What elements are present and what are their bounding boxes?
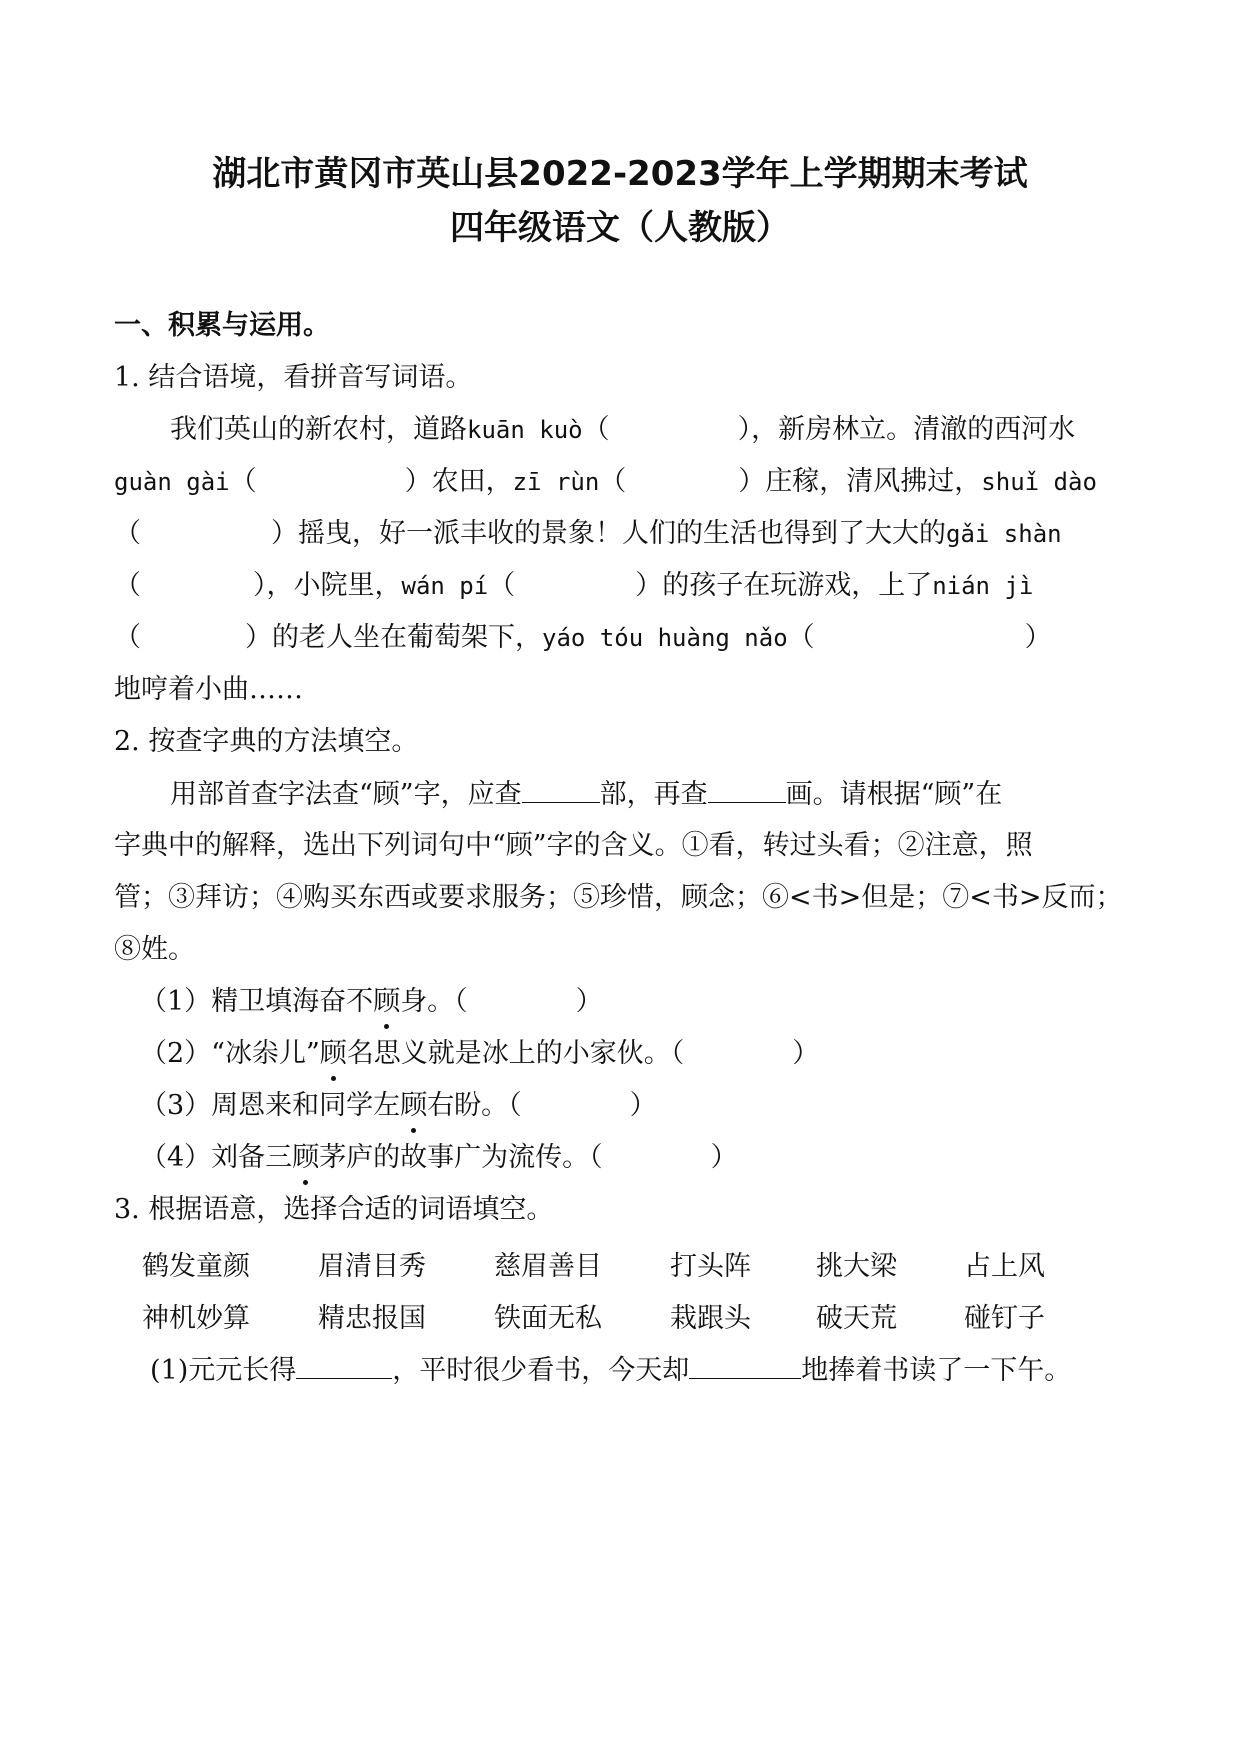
q3-text: 地捧着书读了一下午。	[801, 1355, 1072, 1386]
word-option: 神机妙算	[142, 1303, 250, 1334]
pinyin-nianji: nián jì	[932, 572, 1034, 600]
pinyin-zirun: zī rùn	[512, 468, 600, 496]
q1-text: ）摇曳，好一派丰收的景象！人们的生活也得到了大大的	[271, 518, 946, 549]
pinyin-kuankuo: kuān kuò	[467, 416, 583, 444]
q2-item-text[interactable]: 名思义就是冰上的小家伙。（ ）	[346, 1038, 820, 1069]
q1-line-3: （ ）摇曳，好一派丰收的景象！人们的生活也得到了大大的gǎi shàn	[114, 518, 1062, 549]
word-option: 栽跟头	[670, 1303, 751, 1334]
word-option: 铁面无私	[494, 1303, 602, 1334]
q1-text: ），新房林立。清澈的西河水	[737, 414, 1076, 445]
q1-text: ）农田，	[404, 466, 513, 497]
q2-text: 用部首查字法查“顾”字，应查	[170, 779, 522, 810]
q2-item-text[interactable]: 身。（ ）	[400, 986, 603, 1017]
q2-item-1	[140, 984, 603, 1020]
answer-blank[interactable]	[689, 1352, 801, 1379]
q1-text: ），小院里，	[253, 570, 402, 601]
q1-line-6: 地哼着小曲……	[114, 674, 303, 705]
q2-item-2	[140, 1036, 819, 1072]
q3-text: (1)元元长得	[150, 1355, 297, 1386]
q1-text: ）的老人坐在葡萄架下，	[245, 622, 542, 653]
radical-blank[interactable]	[522, 776, 600, 803]
q2-item-text[interactable]: 右盼。（ ）	[427, 1090, 657, 1121]
q1-text: ）的孩子在玩游戏，上了	[635, 570, 933, 601]
q1-line-4: （ ），小院里，wán pí（ ）的孩子在玩游戏，上了nián jì	[114, 570, 1034, 601]
emphasized-char: 顾	[400, 1088, 427, 1124]
pinyin-wanpi: wán pí	[401, 572, 489, 600]
word-option: 精忠报国	[318, 1303, 426, 1334]
q3-text: ，平时很少看书，今天却	[392, 1355, 690, 1386]
q1-line-5: （ ）的老人坐在葡萄架下，yáo tóu huàng nǎo（ ）	[114, 622, 1052, 653]
word-option: 挑大梁	[816, 1251, 897, 1282]
word-option: 打头阵	[670, 1251, 751, 1282]
q2-item-4	[140, 1140, 738, 1176]
pinyin-shuidao: shuǐ dào	[981, 468, 1097, 496]
word-option: 碰钉子	[964, 1303, 1045, 1334]
word-option: 占上风	[964, 1251, 1045, 1282]
q2-line-3: 管；③拜访；④购买东西或要求服务；⑤珍惜，顾念；⑥<书>但是；⑦<书>反而；	[114, 882, 1123, 913]
q2-item-text[interactable]: 茅庐的故事广为流传。（ ）	[319, 1142, 738, 1173]
question-3-prompt: 3. 根据语意，选择合适的词语填空。	[114, 1194, 554, 1225]
emphasized-char: 顾	[373, 984, 400, 1020]
q1-text: ）庄稼，清风拂过，	[738, 466, 982, 497]
word-option: 眉清目秀	[318, 1251, 426, 1282]
word-option: 慈眉善目	[494, 1251, 602, 1282]
q2-item-text: （2）“冰尜儿”	[140, 1038, 320, 1069]
q2-line-2: 字典中的解释，选出下列词句中“顾”字的含义。①看，转过头看；②注意，照	[114, 830, 1033, 861]
q2-item-3	[140, 1088, 657, 1124]
emphasized-char: 顾	[292, 1140, 319, 1176]
pinyin-gaishan: gǎi shàn	[946, 520, 1062, 548]
q2-text: 部，再查	[599, 779, 708, 810]
word-option: 破天荒	[816, 1303, 897, 1334]
q2-line-1	[170, 776, 1002, 813]
section-heading: 一、积累与运用。	[114, 310, 330, 341]
q2-item-text: （3）周恩来和同学左	[140, 1090, 401, 1121]
pinyin-guangai: guàn gài	[114, 468, 230, 496]
q2-item-text: （4）刘备三	[140, 1142, 293, 1173]
q2-text: 画。请根据“顾”在	[785, 779, 1003, 810]
question-1-prompt: 1. 结合语境，看拼音写词语。	[114, 362, 473, 393]
q1-text: 我们英山的新农村，道路	[170, 414, 467, 445]
exam-title: 湖北市黄冈市英山县2022-2023学年上学期期末考试	[212, 154, 1028, 194]
q2-line-4: ⑧姓。	[114, 934, 195, 965]
answer-blank[interactable]	[296, 1352, 392, 1379]
q2-item-text: （1）精卫填海奋不	[140, 986, 374, 1017]
q3-sentence-1	[150, 1352, 1071, 1389]
strokes-blank[interactable]	[708, 776, 786, 803]
exam-subtitle: 四年级语文（人教版）	[450, 208, 790, 248]
word-option: 鹤发童颜	[142, 1251, 250, 1282]
emphasized-char: 顾	[320, 1036, 347, 1072]
pinyin-yaotouhuangnao: yáo tóu huàng nǎo	[542, 624, 788, 652]
q1-line-1: 我们英山的新农村，道路kuān kuò（ ），新房林立。清澈的西河水	[170, 414, 1076, 445]
q1-line-2: guàn gài（ ）农田，zī rùn（ ）庄稼，清风拂过，shuǐ dào	[114, 466, 1097, 497]
question-2-prompt: 2. 按查字典的方法填空。	[114, 726, 419, 757]
